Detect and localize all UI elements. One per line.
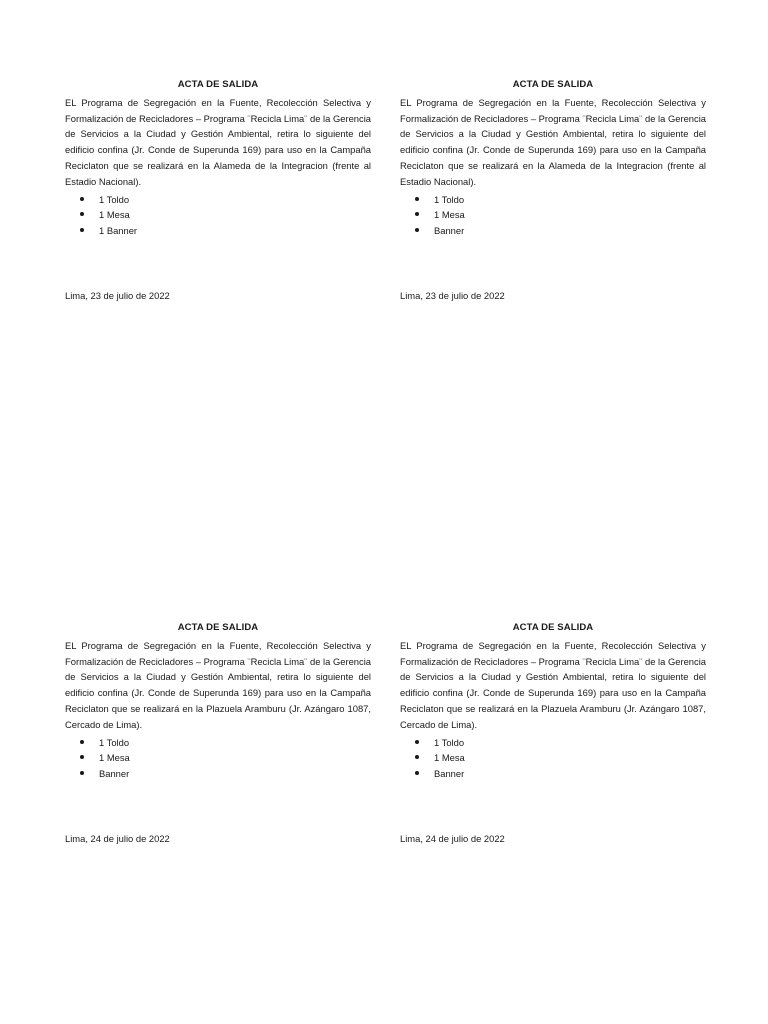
- list-item: [65, 750, 371, 765]
- list-item-label: Banner: [99, 767, 130, 779]
- acta-title: ACTA DE SALIDA: [512, 79, 594, 90]
- list-item-label: 1 Toldo: [99, 737, 130, 748]
- items-list: [65, 192, 371, 238]
- bullet-icon: [415, 228, 419, 232]
- bullet-icon: [80, 228, 84, 232]
- acta-body: EL Programa de Segregación en la Fuente, Recolección Selectiva y Formalización de Recicladores – Programa ¨Recicla Lima¨ de la Gerencia de Servicios a la Ciudad y Gestión Ambiental, retira lo siguiente del edificio confina (Jr. Conde de Superunda 169) para uso en la Campaña Reciclaton que se realizará en la Plazuela Aramburu (Jr. Azángaro 1087, Cercado de Lima).: [400, 640, 706, 730]
- acta-date: Lima, 23 de julio de 2022: [400, 290, 505, 301]
- list-item: [400, 192, 706, 207]
- acta-date: Lima, 24 de julio de 2022: [400, 833, 505, 844]
- bullet-icon: [415, 197, 419, 201]
- bullet-icon: [415, 755, 419, 759]
- list-item-label: 1 Banner: [99, 224, 138, 236]
- acta-title: ACTA DE SALIDA: [512, 622, 594, 633]
- list-item-label: 1 Toldo: [434, 194, 465, 205]
- list-item: [400, 207, 706, 222]
- bullet-icon: [415, 740, 419, 744]
- list-item: [400, 223, 706, 238]
- bullet-icon: [80, 212, 84, 216]
- acta-top-right: [400, 79, 706, 309]
- acta-title: ACTA DE SALIDA: [177, 622, 259, 633]
- items-list: [400, 735, 706, 781]
- acta-bottom-left: [65, 622, 371, 852]
- list-item-label: 1 Mesa: [99, 209, 130, 221]
- list-item-label: Banner: [434, 224, 465, 236]
- list-item: [65, 766, 371, 781]
- list-item: [65, 192, 371, 207]
- acta-date: Lima, 24 de julio de 2022: [65, 833, 170, 844]
- list-item: [65, 223, 371, 238]
- list-item-label: Banner: [434, 767, 465, 779]
- acta-title: ACTA DE SALIDA: [177, 79, 259, 90]
- list-item-label: 1 Mesa: [99, 752, 130, 764]
- bullet-icon: [415, 212, 419, 216]
- acta-body: EL Programa de Segregación en la Fuente, Recolección Selectiva y Formalización de Recicladores – Programa ¨Recicla Lima¨ de la Gerencia de Servicios a la Ciudad y Gestión Ambiental, retira lo siguiente del edificio confina (Jr. Conde de Superunda 169) para uso en la Campaña Reciclaton que se realizará en la Alameda de la Integracion (frente al Estadio Nacional).: [400, 97, 706, 187]
- list-item: [400, 735, 706, 750]
- bullet-icon: [80, 771, 84, 775]
- list-item-label: 1 Mesa: [434, 752, 465, 764]
- acta-bottom-right: [400, 622, 706, 852]
- acta-top-left: [65, 79, 371, 309]
- bullet-icon: [415, 771, 419, 775]
- list-item-label: 1 Toldo: [434, 737, 465, 748]
- list-item: [65, 207, 371, 222]
- items-list: [65, 735, 371, 781]
- items-list: [400, 192, 706, 238]
- bullet-icon: [80, 755, 84, 759]
- list-item: [400, 750, 706, 765]
- list-item-label: 1 Toldo: [99, 194, 130, 205]
- bullet-icon: [80, 740, 84, 744]
- bullet-icon: [80, 197, 84, 201]
- list-item: [400, 766, 706, 781]
- acta-body: EL Programa de Segregación en la Fuente, Recolección Selectiva y Formalización de Recicladores – Programa ¨Recicla Lima¨ de la Gerencia de Servicios a la Ciudad y Gestión Ambiental, retira lo siguiente del edificio confina (Jr. Conde de Superunda 169) para uso en la Campaña Reciclaton que se realizará en la Plazuela Aramburu (Jr. Azángaro 1087, Cercado de Lima).: [65, 640, 371, 730]
- list-item-label: 1 Mesa: [434, 209, 465, 221]
- acta-body: EL Programa de Segregación en la Fuente, Recolección Selectiva y Formalización de Recicladores – Programa ¨Recicla Lima¨ de la Gerencia de Servicios a la Ciudad y Gestión Ambiental, retira lo siguiente del edificio confina (Jr. Conde de Superunda 169) para uso en la Campaña Reciclaton que se realizará en la Alameda de la Integracion (frente al Estadio Nacional).: [65, 97, 371, 187]
- list-item: [65, 735, 371, 750]
- acta-date: Lima, 23 de julio de 2022: [65, 290, 170, 301]
